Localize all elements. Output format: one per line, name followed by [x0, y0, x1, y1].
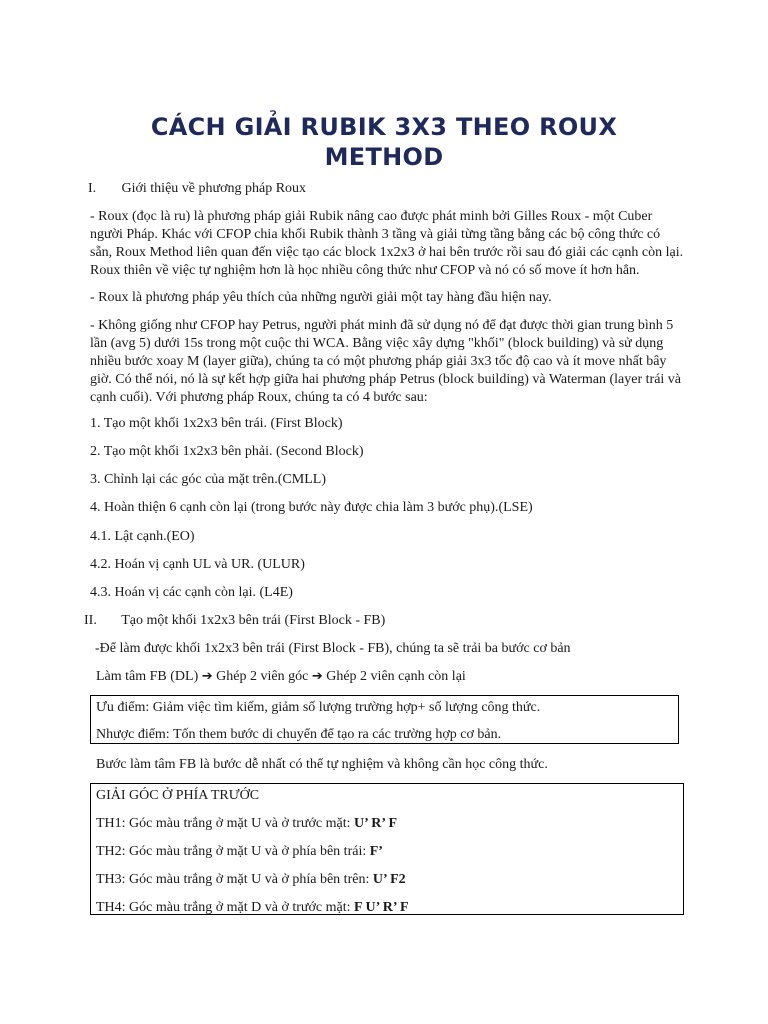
section-label: Giới thiệu về phương pháp Roux: [121, 181, 307, 196]
arrow-right-icon: ➔: [201, 669, 213, 684]
cons-text: Nhược điểm: Tốn them bước di chuyển để tạo ra các trường hợp cơ bản.: [96, 727, 502, 742]
text-line: - Roux (đọc là ru) là phương pháp giải Rubik nâng cao được phát minh bởi Gilles Roux - một Cuber: [90, 209, 653, 224]
section-heading-2: [84, 612, 385, 630]
pros-text: Ưu điểm: Giảm việc tìm kiếm, giảm số lượng trường hợp+ số lượng công thức.: [96, 700, 541, 715]
front-corner-box: [90, 783, 684, 915]
text-line: sẵn, Roux Method liên quan đến việc tạo các block 1x2x3 ở hai bên trước rồi sau đó giải các cạnh còn lại.: [90, 245, 684, 260]
paragraph-intro: [90, 208, 690, 280]
paragraph-fb-center: Bước làm tâm FB là bước dễ nhất có thể tự nghiệm và không cần học công thức.: [96, 757, 548, 772]
arrow-right-icon: ➔: [311, 669, 323, 684]
case-text: TH1: Góc màu trắng ở mặt U và ở trước mặt:: [96, 816, 355, 831]
case-text: TH3: Góc màu trắng ở mặt U và ở phía bên trên:: [96, 872, 373, 887]
step-item: 4.2. Hoán vị cạnh UL và UR. (ULUR): [90, 557, 305, 572]
section-heading-1: [88, 180, 306, 198]
text-line: người Pháp. Khác với CFOP chia khối Rubik thành 3 tầng và giải từng tầng bằng các bộ công thức có: [90, 227, 661, 242]
paragraph-one-hand: - Roux là phương pháp yêu thích của những người giải một tay hàng đầu hiện nay.: [90, 290, 552, 305]
box-title: GIẢI GÓC Ở PHÍA TRƯỚC: [96, 788, 260, 803]
step-item: 1. Tạo một khối 1x2x3 bên trái. (First Block): [90, 416, 343, 431]
case-algorithm: F U’ R’ F: [354, 900, 409, 915]
case-line: [96, 815, 397, 833]
case-line: [96, 871, 406, 889]
flow-step-2: Ghép 2 viên góc: [216, 669, 309, 684]
flow-line: [96, 668, 696, 686]
case-line: [96, 843, 383, 861]
section-number: I.: [88, 181, 97, 196]
text-line: nhiều bước xoay M (layer giữa), chúng ta có một phương pháp giải 3x3 tốc độ cao và ít move nhất bây: [90, 354, 667, 369]
case-text: TH4: Góc màu trắng ở mặt D và ở trước mặt:: [96, 900, 355, 915]
text-line: Roux thiên về việc tự nghiệm hơn là học nhiều công thức như CFOP và nó có số move ít hơn hẳn.: [90, 263, 640, 278]
paragraph-fb-steps: -Để làm được khối 1x2x3 bên trái (First Block - FB), chúng ta sẽ trải ba bước cơ bản: [95, 641, 571, 656]
case-text: TH2: Góc màu trắng ở mặt U và ở phía bên trái:: [96, 844, 370, 859]
step-item: 4.1. Lật cạnh.(EO): [90, 529, 195, 544]
pros-cons-box: [90, 695, 679, 744]
text-line: - Không giống như CFOP hay Petrus, người phát minh đã sử dụng nó để đạt được thời gian trung bình 5: [90, 318, 674, 333]
flow-step-1: Làm tâm FB (DL): [96, 669, 199, 684]
case-algorithm: F’: [369, 844, 383, 859]
step-item: 4. Hoàn thiện 6 cạnh còn lại (trong bước này được chia làm 3 bước phụ).(LSE): [90, 500, 533, 515]
document-title: CÁCH GIẢI RUBIK 3X3 THEO ROUX METHOD: [150, 113, 618, 171]
case-algorithm: U’ F2: [372, 872, 406, 887]
paragraph-comparison: [90, 317, 690, 407]
step-item: 3. Chỉnh lại các góc của mặt trên.(CMLL): [90, 472, 326, 487]
step-item: 2. Tạo một khối 1x2x3 bên phải. (Second Block): [90, 444, 364, 459]
case-line: [96, 899, 409, 917]
text-line: lần (avg 5) dưới 15s trong một cuộc thi WCA. Bằng việc xây dựng "khối" (block building) và sử dụng: [90, 336, 664, 351]
flow-step-3: Ghép 2 viên cạnh còn lại: [326, 669, 466, 684]
text-line: cạnh cuối). Với phương pháp Roux, chúng ta có 4 bước sau:: [90, 390, 428, 405]
step-item: 4.3. Hoán vị các cạnh còn lại. (L4E): [90, 585, 293, 600]
text-line: giờ. Có thể nói, nó là sự kết hợp giữa hai phương pháp Petrus (block building) và Waterman (layer trái và: [90, 372, 682, 387]
section-label: Tạo một khối 1x2x3 bên trái (First Block - FB): [121, 613, 386, 628]
case-algorithm: U’ R’ F: [354, 816, 398, 831]
section-number: II.: [84, 613, 97, 628]
